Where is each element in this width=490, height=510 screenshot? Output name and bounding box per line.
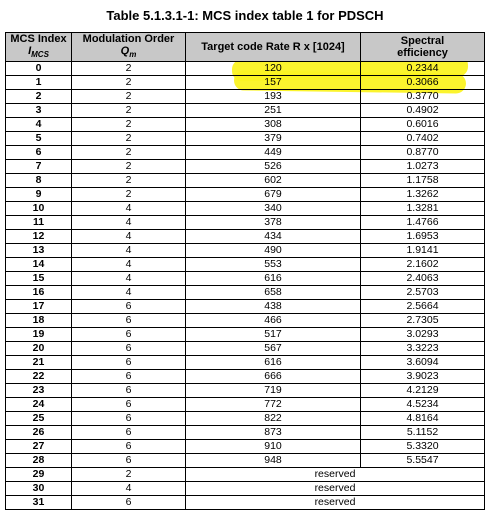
cell-code-rate: 379 xyxy=(186,132,361,146)
table-row xyxy=(6,76,485,90)
header-modulation-order xyxy=(72,33,186,62)
cell-spectral-efficiency: 0.2344 xyxy=(361,62,485,76)
header-mcs-line2: $I_{MCS}$ xyxy=(28,45,49,60)
cell-spectral-efficiency: 4.8164 xyxy=(361,412,485,426)
cell-code-rate: 658 xyxy=(186,286,361,300)
cell-code-rate: 948 xyxy=(186,454,361,468)
table-row xyxy=(6,440,485,454)
cell-mcs-index: 20 xyxy=(6,342,72,356)
cell-mcs-index: 13 xyxy=(6,244,72,258)
cell-modulation-order: 2 xyxy=(72,62,186,76)
cell-spectral-efficiency: 3.9023 xyxy=(361,370,485,384)
cell-modulation-order: 2 xyxy=(72,76,186,90)
cell-modulation-order: 6 xyxy=(72,356,186,370)
cell-modulation-order: 6 xyxy=(72,370,186,384)
cell-code-rate: 193 xyxy=(186,90,361,104)
cell-spectral-efficiency: 2.4063 xyxy=(361,272,485,286)
cell-spectral-efficiency: 0.6016 xyxy=(361,118,485,132)
cell-modulation-order: 2 xyxy=(72,468,186,482)
cell-mcs-index: 8 xyxy=(6,174,72,188)
cell-mcs-index: 6 xyxy=(6,146,72,160)
cell-spectral-efficiency: 1.3262 xyxy=(361,188,485,202)
cell-reserved: reserved xyxy=(186,482,485,496)
cell-modulation-order: 2 xyxy=(72,146,186,160)
table-row xyxy=(6,230,485,244)
table-row xyxy=(6,384,485,398)
table-row xyxy=(6,328,485,342)
cell-modulation-order: 6 xyxy=(72,328,186,342)
cell-mcs-index: 16 xyxy=(6,286,72,300)
table-row xyxy=(6,258,485,272)
header-mcs-line1: MCS Index xyxy=(10,33,67,45)
cell-code-rate: 616 xyxy=(186,272,361,286)
cell-code-rate: 120 xyxy=(186,62,361,76)
table-row xyxy=(6,188,485,202)
cell-spectral-efficiency: 3.6094 xyxy=(361,356,485,370)
cell-modulation-order: 2 xyxy=(72,132,186,146)
cell-modulation-order: 6 xyxy=(72,300,186,314)
header-eff-line2: efficiency xyxy=(397,47,448,60)
cell-code-rate: 679 xyxy=(186,188,361,202)
cell-spectral-efficiency: 0.3066 xyxy=(361,76,485,90)
cell-spectral-efficiency: 3.3223 xyxy=(361,342,485,356)
cell-code-rate: 449 xyxy=(186,146,361,160)
cell-mcs-index: 5 xyxy=(6,132,72,146)
cell-code-rate: 553 xyxy=(186,258,361,272)
cell-spectral-efficiency: 3.0293 xyxy=(361,328,485,342)
cell-code-rate: 719 xyxy=(186,384,361,398)
cell-modulation-order: 2 xyxy=(72,188,186,202)
table-row xyxy=(6,216,485,230)
table-row xyxy=(6,314,485,328)
cell-spectral-efficiency: 1.0273 xyxy=(361,160,485,174)
cell-spectral-efficiency: 5.5547 xyxy=(361,454,485,468)
cell-mcs-index: 14 xyxy=(6,258,72,272)
cell-mcs-index: 25 xyxy=(6,412,72,426)
cell-code-rate: 666 xyxy=(186,370,361,384)
cell-code-rate: 822 xyxy=(186,412,361,426)
cell-code-rate: 567 xyxy=(186,342,361,356)
table-row xyxy=(6,62,485,76)
cell-spectral-efficiency: 0.3770 xyxy=(361,90,485,104)
cell-modulation-order: 4 xyxy=(72,230,186,244)
table-row xyxy=(6,160,485,174)
cell-spectral-efficiency: 1.6953 xyxy=(361,230,485,244)
header-spectral-efficiency xyxy=(361,33,485,62)
cell-spectral-efficiency: 4.5234 xyxy=(361,398,485,412)
cell-spectral-efficiency: 0.7402 xyxy=(361,132,485,146)
table-row xyxy=(6,146,485,160)
cell-reserved: reserved xyxy=(186,496,485,510)
cell-mcs-index: 19 xyxy=(6,328,72,342)
cell-mcs-index: 4 xyxy=(6,118,72,132)
cell-spectral-efficiency: 1.3281 xyxy=(361,202,485,216)
cell-modulation-order: 6 xyxy=(72,314,186,328)
cell-modulation-order: 6 xyxy=(72,342,186,356)
cell-code-rate: 378 xyxy=(186,216,361,230)
cell-mcs-index: 15 xyxy=(6,272,72,286)
cell-mcs-index: 17 xyxy=(6,300,72,314)
cell-spectral-efficiency: 1.9141 xyxy=(361,244,485,258)
cell-mcs-index: 29 xyxy=(6,468,72,482)
cell-spectral-efficiency: 0.8770 xyxy=(361,146,485,160)
cell-modulation-order: 4 xyxy=(72,286,186,300)
table-row xyxy=(6,202,485,216)
header-mcs-index xyxy=(6,33,72,62)
table-row xyxy=(6,174,485,188)
cell-code-rate: 490 xyxy=(186,244,361,258)
cell-code-rate: 873 xyxy=(186,426,361,440)
cell-modulation-order: 6 xyxy=(72,426,186,440)
cell-mcs-index: 10 xyxy=(6,202,72,216)
table-row-reserved xyxy=(6,482,485,496)
table-row xyxy=(6,398,485,412)
header-mod-line1: Modulation Order xyxy=(82,33,175,45)
cell-mcs-index: 2 xyxy=(6,90,72,104)
cell-reserved: reserved xyxy=(186,468,485,482)
cell-code-rate: 438 xyxy=(186,300,361,314)
cell-code-rate: 616 xyxy=(186,356,361,370)
cell-code-rate: 251 xyxy=(186,104,361,118)
cell-modulation-order: 4 xyxy=(72,482,186,496)
cell-modulation-order: 6 xyxy=(72,454,186,468)
cell-modulation-order: 2 xyxy=(72,90,186,104)
cell-code-rate: 602 xyxy=(186,174,361,188)
cell-modulation-order: 6 xyxy=(72,412,186,426)
header-eff-line1: Spectral xyxy=(400,35,445,48)
cell-modulation-order: 4 xyxy=(72,272,186,286)
cell-mcs-index: 22 xyxy=(6,370,72,384)
table-row xyxy=(6,118,485,132)
cell-spectral-efficiency: 1.1758 xyxy=(361,174,485,188)
cell-code-rate: 910 xyxy=(186,440,361,454)
cell-mcs-index: 28 xyxy=(6,454,72,468)
cell-mcs-index: 12 xyxy=(6,230,72,244)
cell-modulation-order: 4 xyxy=(72,244,186,258)
cell-spectral-efficiency: 4.2129 xyxy=(361,384,485,398)
table-row xyxy=(6,454,485,468)
cell-spectral-efficiency: 0.4902 xyxy=(361,104,485,118)
cell-modulation-order: 6 xyxy=(72,398,186,412)
table-row xyxy=(6,272,485,286)
cell-modulation-order: 4 xyxy=(72,202,186,216)
cell-spectral-efficiency: 2.5703 xyxy=(361,286,485,300)
cell-modulation-order: 2 xyxy=(72,104,186,118)
cell-code-rate: 434 xyxy=(186,230,361,244)
header-mod-line2: $Q_m$ xyxy=(120,45,137,60)
cell-spectral-efficiency: 2.5664 xyxy=(361,300,485,314)
table-row xyxy=(6,342,485,356)
cell-spectral-efficiency: 5.1152 xyxy=(361,426,485,440)
table-row xyxy=(6,412,485,426)
cell-modulation-order: 2 xyxy=(72,160,186,174)
table-row xyxy=(6,244,485,258)
header-target-code-rate: Target code Rate R x [1024] xyxy=(186,33,361,62)
cell-mcs-index: 0 xyxy=(6,62,72,76)
cell-modulation-order: 6 xyxy=(72,384,186,398)
cell-mcs-index: 9 xyxy=(6,188,72,202)
cell-spectral-efficiency: 2.7305 xyxy=(361,314,485,328)
cell-mcs-index: 31 xyxy=(6,496,72,510)
cell-spectral-efficiency: 5.3320 xyxy=(361,440,485,454)
cell-code-rate: 772 xyxy=(186,398,361,412)
table-header-row xyxy=(6,33,485,62)
table-row-reserved xyxy=(6,496,485,510)
cell-code-rate: 466 xyxy=(186,314,361,328)
cell-mcs-index: 3 xyxy=(6,104,72,118)
cell-modulation-order: 6 xyxy=(72,440,186,454)
cell-spectral-efficiency: 2.1602 xyxy=(361,258,485,272)
table-row xyxy=(6,370,485,384)
cell-mcs-index: 7 xyxy=(6,160,72,174)
cell-modulation-order: 4 xyxy=(72,216,186,230)
cell-modulation-order: 6 xyxy=(72,496,186,510)
cell-modulation-order: 2 xyxy=(72,174,186,188)
table-row xyxy=(6,300,485,314)
cell-mcs-index: 30 xyxy=(6,482,72,496)
cell-mcs-index: 24 xyxy=(6,398,72,412)
table-row xyxy=(6,104,485,118)
cell-mcs-index: 18 xyxy=(6,314,72,328)
cell-modulation-order: 4 xyxy=(72,258,186,272)
cell-modulation-order: 2 xyxy=(72,118,186,132)
table-body xyxy=(6,62,485,510)
cell-code-rate: 157 xyxy=(186,76,361,90)
table-row xyxy=(6,426,485,440)
table-row xyxy=(6,286,485,300)
table-row xyxy=(6,356,485,370)
cell-mcs-index: 1 xyxy=(6,76,72,90)
mcs-index-table xyxy=(5,32,485,510)
cell-code-rate: 526 xyxy=(186,160,361,174)
table-title: Table 5.1.3.1-1: MCS index table 1 for PDSCH xyxy=(106,8,384,23)
cell-spectral-efficiency: 1.4766 xyxy=(361,216,485,230)
cell-mcs-index: 26 xyxy=(6,426,72,440)
cell-code-rate: 517 xyxy=(186,328,361,342)
table-row-reserved xyxy=(6,468,485,482)
cell-mcs-index: 21 xyxy=(6,356,72,370)
cell-mcs-index: 11 xyxy=(6,216,72,230)
cell-code-rate: 308 xyxy=(186,118,361,132)
table-row xyxy=(6,132,485,146)
cell-code-rate: 340 xyxy=(186,202,361,216)
cell-mcs-index: 23 xyxy=(6,384,72,398)
cell-mcs-index: 27 xyxy=(6,440,72,454)
table-row xyxy=(6,90,485,104)
